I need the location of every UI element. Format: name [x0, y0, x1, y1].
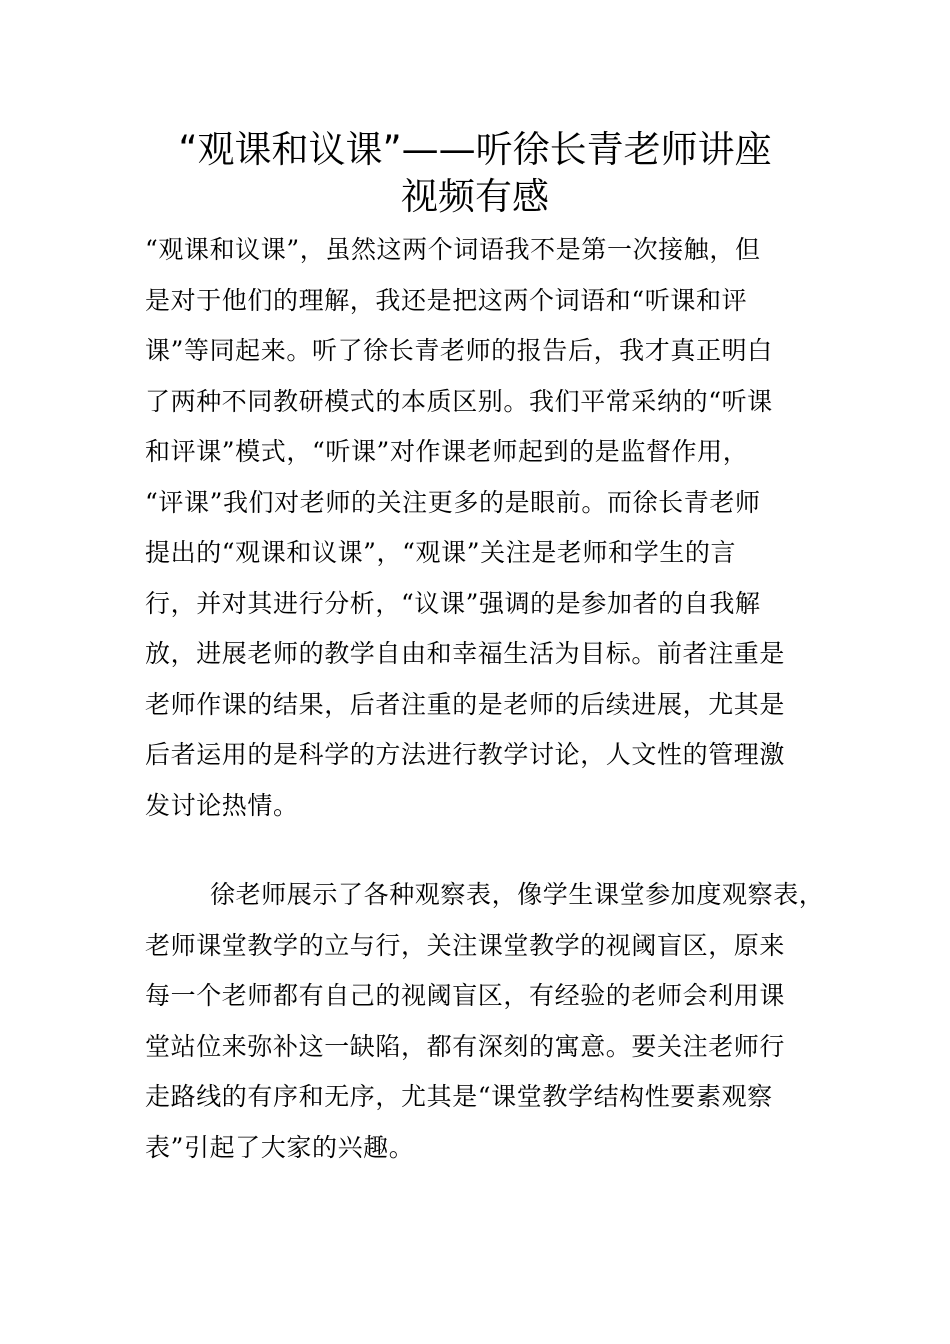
title-line-1: “观课和议课”——听徐长青老师讲座 — [178, 128, 772, 171]
paragraph-line: 徐老师展示了各种观察表，像学生课堂参加度观察表， — [210, 880, 825, 909]
paragraph-line: 走路线的有序和无序，尤其是“课堂教学结构性要素观察 — [145, 1082, 773, 1111]
document-title — [140, 126, 810, 220]
paragraph-line: 老师课堂教学的立与行，关注课堂教学的视阈盲区，原来 — [145, 930, 786, 960]
paragraph-line: 是对于他们的理解，我还是把这两个词语和“听课和评 — [145, 285, 748, 315]
title-line-2: 视频有感 — [401, 175, 549, 218]
paragraph-line: 堂站位来弥补这一缺陷，都有深刻的寓意。要关注老师行 — [145, 1031, 786, 1061]
paragraph-2 — [145, 870, 825, 1173]
paragraph-line: 提出的“观课和议课”，“观课”关注是老师和学生的言 — [145, 538, 737, 567]
paragraph-line: “观课和议课”，虽然这两个词语我不是第一次接触，但 — [145, 235, 761, 264]
paragraph-line: 表”引起了大家的兴趣。 — [145, 1132, 415, 1162]
paragraph-line: 放，进展老师的教学自由和幸福生活为目标。前者注重是 — [145, 639, 786, 668]
paragraph-line: “评课”我们对老师的关注更多的是眼前。而徐长青老师 — [145, 487, 761, 517]
paragraph-line: 每一个老师都有自己的视阈盲区，有经验的老师会利用课 — [145, 981, 786, 1010]
paragraph-line: 和评课”模式，“听课”对作课老师起到的是监督作用， — [145, 437, 749, 466]
paragraph-line: 发讨论热情。 — [145, 790, 299, 820]
paragraph-line: 课”等同起来。听了徐长青老师的报告后，我才真正明白 — [145, 336, 773, 365]
paragraph-line: 了两种不同教研模式的本质区别。我们平常采纳的“听课 — [145, 386, 773, 416]
paragraph-line: 行，并对其进行分析，“议课”强调的是参加者的自我解 — [145, 588, 761, 618]
paragraph-line: 后者运用的是科学的方法进行教学讨论，人文性的管理激 — [145, 740, 786, 769]
paragraph-1 — [145, 225, 815, 831]
paragraph-line: 老师作课的结果，后者注重的是老师的后续进展，尤其是 — [145, 689, 786, 719]
